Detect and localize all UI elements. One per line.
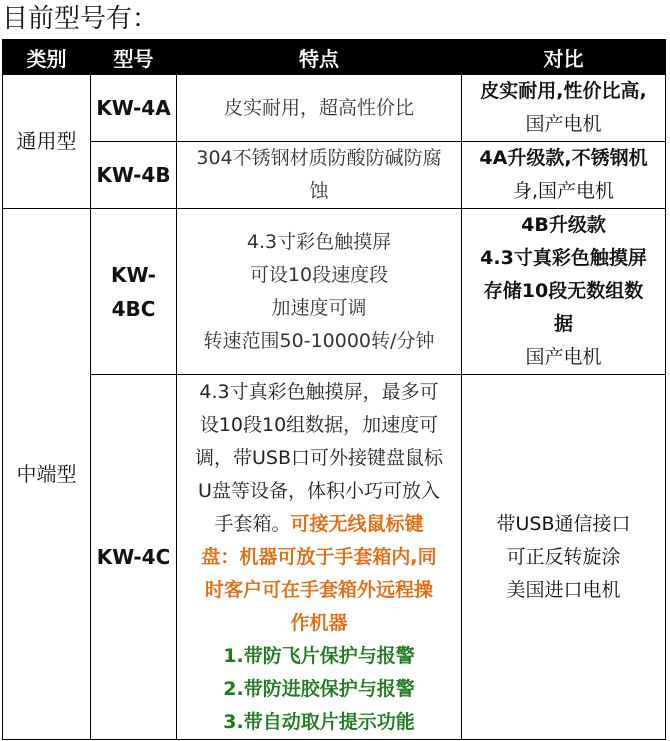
compare-cell [462,209,666,375]
compare-line: 4A升级款,不锈钢机 [479,147,648,169]
feature-highlight: 盘：机器可放于手套箱内,同 [201,545,437,568]
compare-line: 4B升级款 [521,214,606,236]
features-cell [177,75,462,142]
feature-highlight: 可接无线鼠标键 [290,512,424,535]
category-cell: 通用型 [3,75,91,209]
header-category: 类别 [3,40,91,75]
model-cell: KW-4C [91,375,177,740]
compare-line: 国产电机 [525,113,602,135]
feature-highlight: 时客户可在手套箱外远程操 [204,578,433,601]
features-cell [177,209,462,375]
feature-line: 设10段10组数据，加速度可 [199,413,439,436]
compare-line: 美国进口电机 [506,578,621,601]
feature-line: 可设10段速度段 [249,263,389,286]
model-cell: KW-4A [91,75,177,142]
compare-line: 据 [553,313,573,335]
feature-line: 调，带USB口可外接键盘鼠标 [194,446,443,469]
features-cell [177,142,462,209]
feature-protection: 1.带防飞片保护与报警 [223,644,415,667]
header-features: 特点 [177,40,462,75]
feature-protection: 3.带自动取片提示功能 [223,710,415,733]
feature-line: 皮实耐用，超高性价比 [223,96,414,119]
table-row [3,375,666,740]
model-cell: KW-4B [91,142,177,209]
model-cell [91,209,177,375]
compare-cell [462,375,666,740]
page-title: 目前型号有： [2,4,159,34]
compare-line: 身,国产电机 [512,180,615,202]
feature-line: 蚀 [309,180,329,202]
compare-line: 皮实耐用,性价比高, [480,80,647,102]
feature-line: U盘等设备，体积小巧可放入 [198,479,440,502]
compare-line: 可正反转旋涂 [506,545,621,568]
model-line: KW- [111,262,156,287]
feature-highlight: 作机器 [290,611,348,634]
feature-text: 手套箱。 [214,512,291,535]
compare-line: 存储10段无数组数 [483,280,644,302]
compare-line: 4.3寸真彩色触摸屏 [480,247,647,269]
table-header-row [3,40,666,75]
feature-protection: 2.带防进胶保护与报警 [223,677,415,700]
features-cell [177,375,462,740]
table-row [3,209,666,375]
compare-cell [462,142,666,209]
feature-line: 转速范围50-10000转/分钟 [203,329,435,352]
header-model: 型号 [91,40,177,75]
feature-line-mixed [179,508,459,541]
compare-line: 国产电机 [525,346,602,368]
header-compare: 对比 [462,40,666,75]
model-table [2,39,666,740]
feature-line: 304不锈钢材质防酸防碱防腐 [196,147,442,169]
category-cell: 中端型 [3,209,91,740]
compare-line: 带USB通信接口 [496,512,631,535]
table-row [3,75,666,142]
feature-line: 4.3寸真彩色触摸屏，最多可 [199,380,439,403]
feature-line: 加速度可调 [271,296,367,319]
model-line: 4BC [111,296,156,321]
table-row [3,142,666,209]
compare-cell [462,75,666,142]
feature-line: 4.3寸彩色触摸屏 [246,230,392,253]
